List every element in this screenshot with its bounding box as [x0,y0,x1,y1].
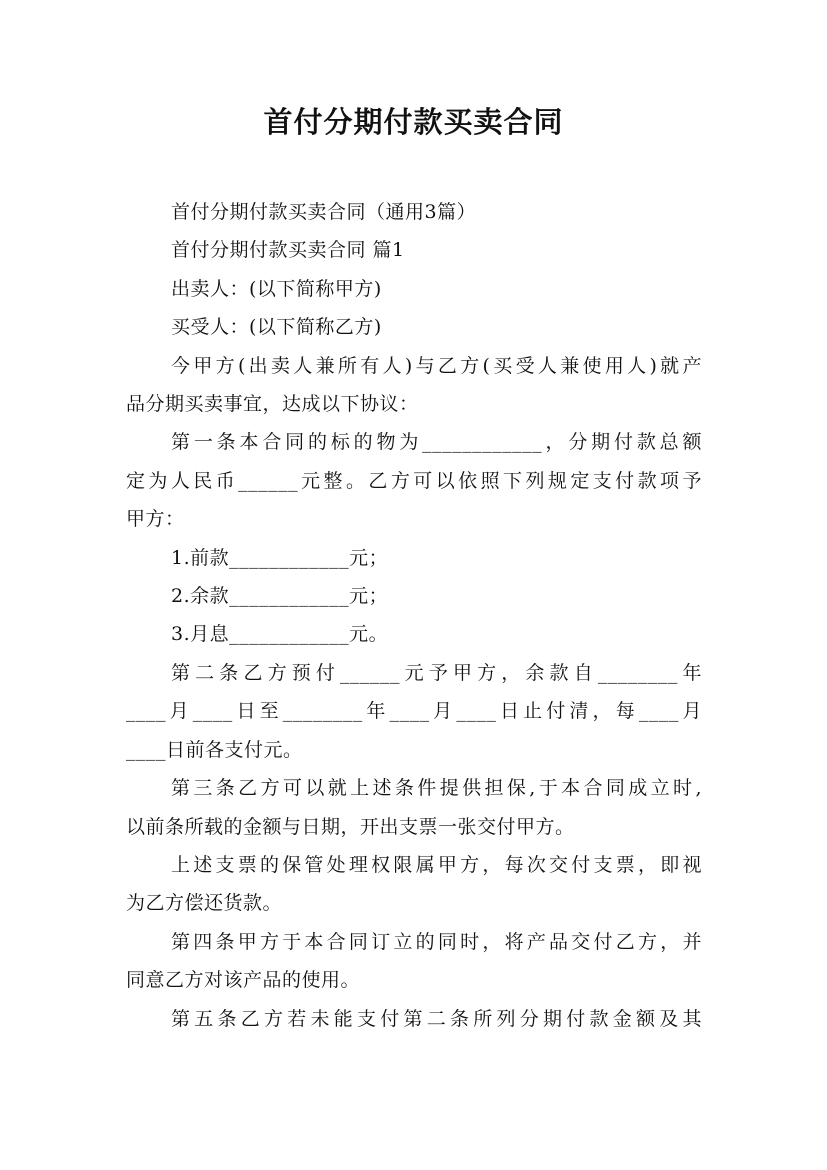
text-line: ____日前各支付元。 [126,738,303,761]
text-line: 品分期买卖事宜，达成以下协议： [126,393,419,416]
text-line: 出卖人：(以下简称甲方) [171,277,382,300]
text-line: 3.月息____________元。 [171,623,389,646]
text-line: 第三条乙方可以就上述条件提供担保,于本合同成立时, [171,777,702,800]
text-line: 首付分期付款买卖合同（通用3篇） [171,201,477,223]
text-line: 以前条所载的金额与日期，开出支票一张交付甲方。 [126,815,575,838]
document-title: 首付分期付款买卖合同 [263,105,564,139]
text-line: 同意乙方对该产品的使用。 [126,969,361,992]
text-line: 第一条本合同的标的物为____________，分期付款总额 [171,431,702,454]
text-line: 甲方： [126,508,185,531]
text-line: 1.前款____________元； [171,546,389,569]
document-body [126,193,702,1038]
text-line: 首付分期付款买卖合同 篇1 [171,239,405,262]
text-line: 2.余款____________元； [171,585,389,608]
text-line: ____月____日至________年____月____日止付清，每____月 [126,700,702,723]
text-line: 定为人民币______元整。乙方可以依照下列规定支付款项予 [126,469,702,492]
text-line: 第四条甲方于本合同订立的同时，将产品交付乙方，并 [171,930,702,953]
text-line: 今甲方(出卖人兼所有人)与乙方(买受人兼使用人)就产 [171,354,702,377]
text-line: 上述支票的保管处理权限属甲方，每次交付支票，即视 [171,853,702,876]
text-line: 为乙方偿还货款。 [126,892,283,915]
text-line: 买受人：(以下简称乙方) [171,316,382,339]
text-line: 第二条乙方预付______元予甲方，余款自________年 [171,661,702,684]
text-line: 第五条乙方若未能支付第二条所列分期付款金额及其 [171,1007,702,1030]
